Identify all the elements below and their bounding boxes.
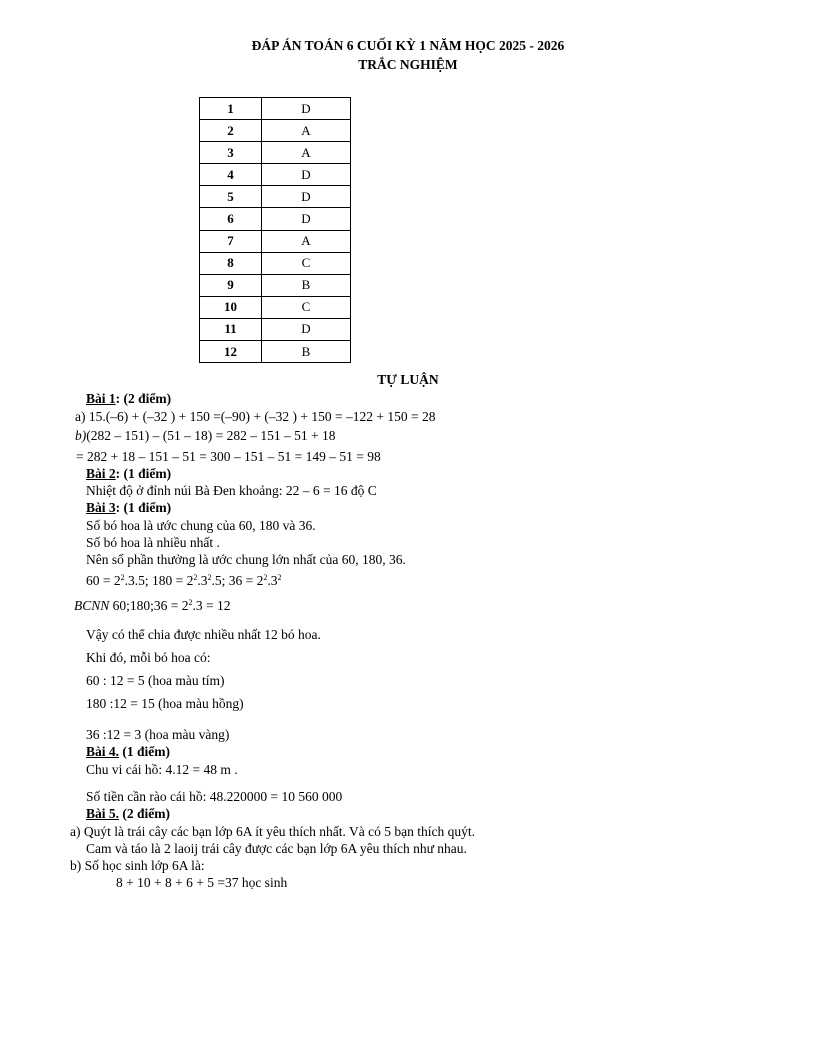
- table-row: [200, 120, 351, 142]
- question-number: 9: [200, 274, 262, 296]
- table-row: [200, 230, 351, 252]
- bai3-line-7: 180 :12 = 15 (hoa màu hồng): [86, 696, 244, 711]
- bai3-heading: [86, 500, 171, 516]
- bai1-part-b: [75, 428, 335, 444]
- bai1-part-b-continued: = 282 + 18 – 151 – 51 = 300 – 151 – 51 = 149 – 51 = 98: [76, 449, 381, 464]
- answer-table: [199, 97, 351, 363]
- table-row: [200, 318, 351, 340]
- bai5-heading: [86, 806, 170, 822]
- exponent: 2: [277, 573, 282, 582]
- bai1-b-prefix: b): [75, 428, 87, 443]
- answer-choice: A: [262, 142, 351, 164]
- bai4-points: (1 điểm): [119, 744, 171, 759]
- bai5-label: Bài 5.: [86, 806, 120, 821]
- bai5-points: (2 điểm): [119, 806, 171, 821]
- answer-choice: A: [262, 120, 351, 142]
- bai5-line-2: Cam và táo là 2 laoij trái cây được các bạn lớp 6A yêu thích như nhau.: [86, 841, 467, 856]
- bai3-gcd: [74, 598, 231, 614]
- table-row: [200, 186, 351, 208]
- bai4-line-2: Số tiền cần rào cái hồ: 48.220000 = 10 560 000: [86, 789, 343, 804]
- bai3-line-6: 60 : 12 = 5 (hoa màu tím): [86, 673, 225, 688]
- question-number: 3: [200, 142, 262, 164]
- answer-choice: C: [262, 252, 351, 274]
- answer-choice: D: [262, 164, 351, 186]
- question-number: 2: [200, 120, 262, 142]
- question-number: 4: [200, 164, 262, 186]
- factor-60: 60 = 2: [86, 573, 121, 588]
- table-row: [200, 208, 351, 230]
- bai3-points: : (1 điểm): [115, 500, 172, 515]
- gcd-label: BCNN: [74, 598, 110, 613]
- bai3-line-8: 36 :12 = 3 (hoa màu vàng): [86, 727, 230, 742]
- answer-choice: D: [262, 98, 351, 120]
- table-row: [200, 296, 351, 318]
- bai4-heading: [86, 744, 170, 760]
- table-row: [200, 341, 351, 363]
- section-title-multiple-choice: TRẮC NGHIỆM: [358, 57, 458, 72]
- bai3-label: Bài 3: [86, 500, 116, 515]
- answer-choice: B: [262, 341, 351, 363]
- answer-choice: D: [262, 318, 351, 340]
- exponent: 2: [193, 573, 198, 582]
- document-title: ĐÁP ÁN TOÁN 6 CUỐI KỲ 1 NĂM HỌC 2025 - 2026: [251, 38, 565, 53]
- question-number: 12: [200, 341, 262, 363]
- answer-choice: A: [262, 230, 351, 252]
- bai1-b-expression: (282 – 151) – (51 – 18) = 282 – 151 – 51 + 18: [86, 428, 336, 443]
- bai3-line-4: Vậy có thể chia được nhiều nhất 12 bó hoa.: [86, 627, 321, 642]
- exponent: 2: [188, 598, 193, 607]
- bai1-points: : (2 điểm): [115, 391, 172, 406]
- bai1-part-a: a) 15.(–6) + (–32 ) + 150 =(–90) + (–32 ) + 150 = –122 + 150 = 28: [75, 409, 436, 424]
- question-number: 6: [200, 208, 262, 230]
- bai2-answer: Nhiệt độ ở đỉnh núi Bà Đen khoảng: 22 – 6 = 16 độ C: [86, 483, 377, 498]
- bai3-factorization: [86, 573, 282, 589]
- factor-36: .5; 36 = 2: [211, 573, 264, 588]
- table-row: [200, 142, 351, 164]
- bai2-heading: [86, 466, 171, 482]
- question-number: 5: [200, 186, 262, 208]
- bai3-line-5: Khi đó, mỗi bó hoa có:: [86, 650, 211, 665]
- table-row: [200, 252, 351, 274]
- factor-36-b: .3: [267, 573, 278, 588]
- question-number: 11: [200, 318, 262, 340]
- question-number: 7: [200, 230, 262, 252]
- section-title-essay: TỰ LUẬN: [377, 372, 439, 387]
- answer-choice: D: [262, 186, 351, 208]
- bai3-line-3: Nên số phần thưởng là ước chung lớn nhất của 60, 180, 36.: [86, 552, 406, 567]
- gcd-result: .3 = 12: [192, 598, 231, 613]
- bai5-line-4: 8 + 10 + 8 + 6 + 5 =37 học sinh: [116, 875, 288, 890]
- question-number: 10: [200, 296, 262, 318]
- exponent: 2: [207, 573, 212, 582]
- bai3-line-2: Số bó hoa là nhiều nhất .: [86, 535, 220, 550]
- gcd-expression: 60;180;36 = 2: [109, 598, 189, 613]
- answer-choice: D: [262, 208, 351, 230]
- factor-180-b: .3: [197, 573, 208, 588]
- bai4-label: Bài 4.: [86, 744, 120, 759]
- bai2-label: Bài 2: [86, 466, 116, 481]
- answer-choice: B: [262, 274, 351, 296]
- exponent: 2: [263, 573, 268, 582]
- answer-choice: C: [262, 296, 351, 318]
- table-row: [200, 98, 351, 120]
- exponent: 2: [120, 573, 125, 582]
- table-row: [200, 164, 351, 186]
- bai5-line-1: a) Quýt là trái cây các bạn lớp 6A ít yêu thích nhất. Và có 5 bạn thích quýt.: [70, 824, 476, 839]
- bai1-heading: [86, 391, 171, 407]
- table-row: [200, 274, 351, 296]
- question-number: 1: [200, 98, 262, 120]
- bai1-label: Bài 1: [86, 391, 116, 406]
- question-number: 8: [200, 252, 262, 274]
- bai3-line-1: Số bó hoa là ước chung của 60, 180 và 36.: [86, 518, 316, 533]
- bai4-line-1: Chu vi cái hồ: 4.12 = 48 m .: [86, 762, 238, 777]
- bai2-points: : (1 điểm): [115, 466, 172, 481]
- bai5-line-3: b) Số học sinh lớp 6A là:: [70, 858, 205, 873]
- factor-180: .3.5; 180 = 2: [124, 573, 194, 588]
